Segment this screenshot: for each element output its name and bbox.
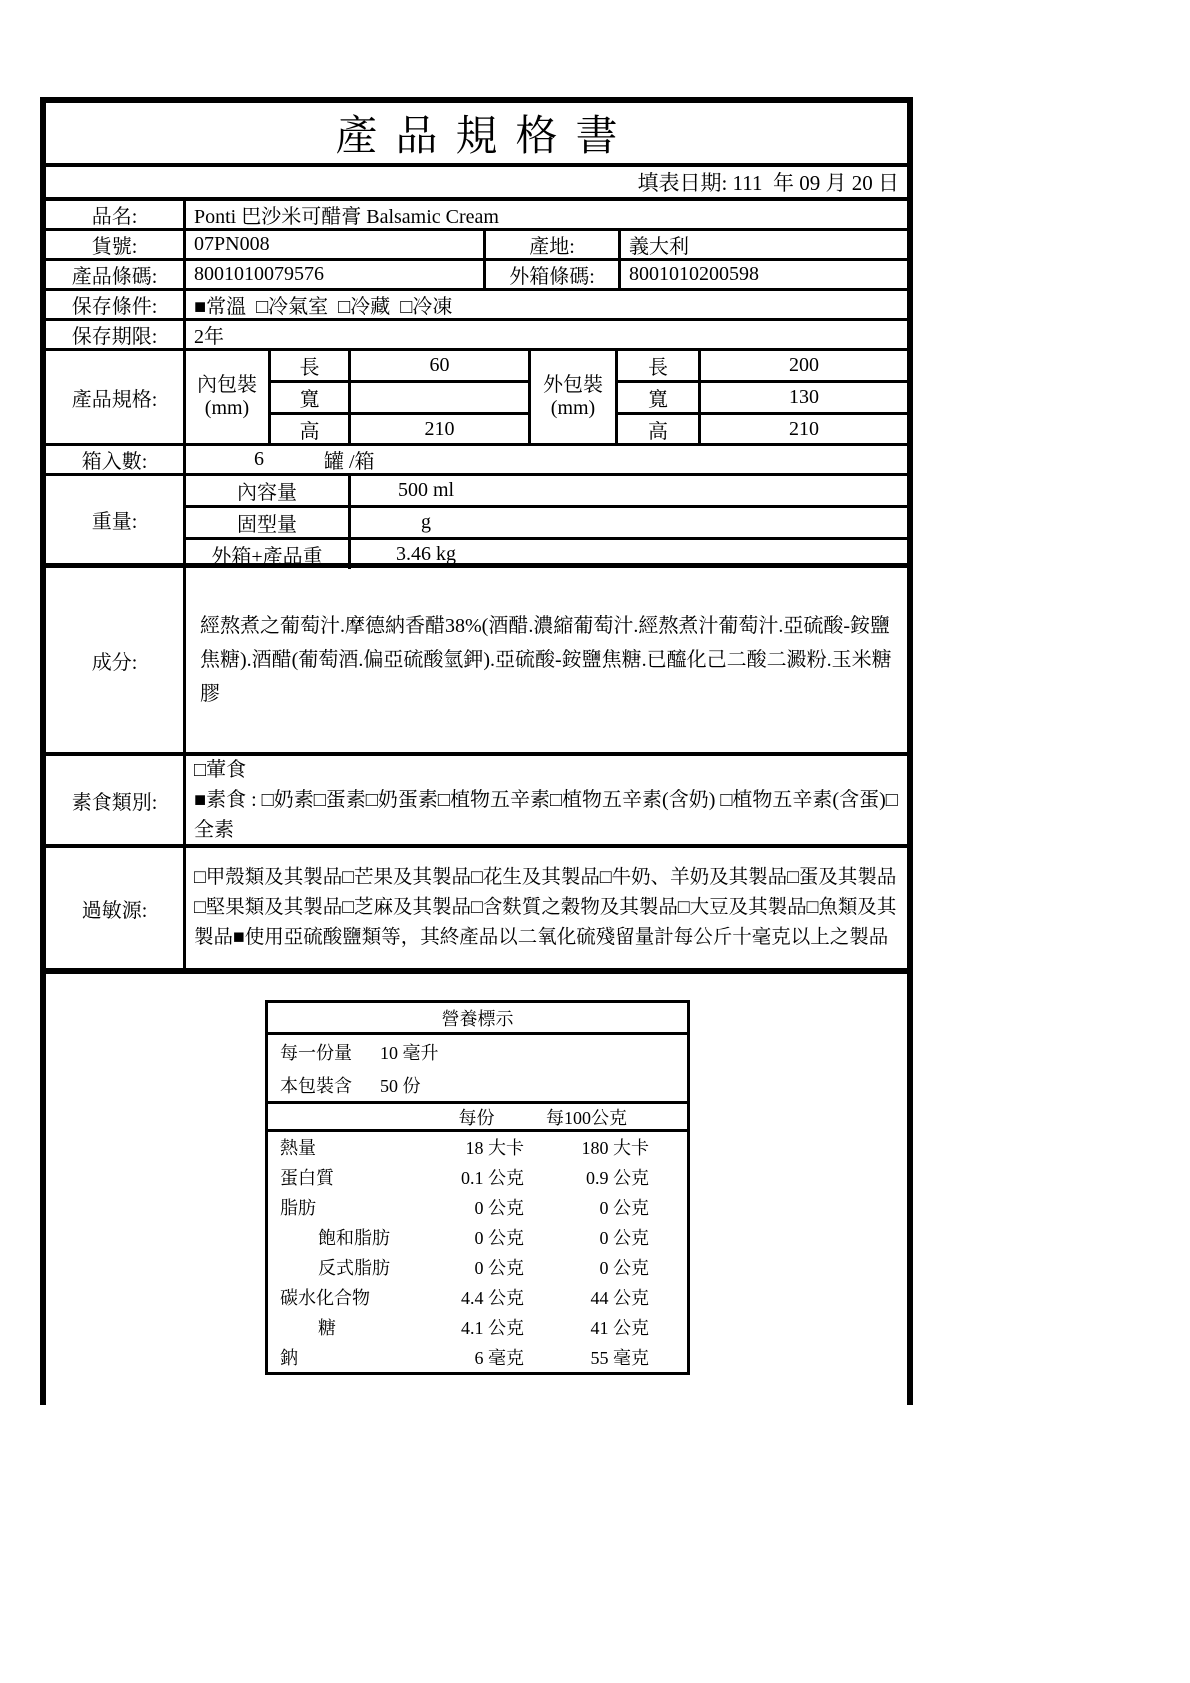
vegetarian-section [46,756,907,848]
ingredients-text: 經熬煮之葡萄汁.摩德納香醋38%(酒醋.濃縮葡萄汁.經熬煮汁葡萄汁.亞硫酸-銨鹽焦糖).酒醋(葡萄酒.偏亞硫酸氫鉀).亞硫酸-銨鹽焦糖.已醯化己二酸二澱粉.玉米糖膠 [200,615,892,705]
weight-rows [186,476,907,568]
outer-height-label: 高 [618,415,701,444]
outer-height-row [618,415,907,444]
inner-length-row [271,351,528,383]
servings-per-package-value: 50 份 [380,1075,421,1096]
vegetarian-line-meat: □葷食 [194,759,247,781]
gross-weight-value: 3.46 kg [396,543,456,565]
solid-content-value: g [421,511,431,533]
inner-width-label: 寬 [271,383,351,412]
nutrition-row-sodium: 鈉 6 毫克 55 毫克 [280,1348,649,1368]
sku-label: 貨號: [46,231,186,258]
nutrition-row-saturated-fat: 飽和脂肪 0 公克 0 公克 [318,1228,649,1248]
inner-height-value: 210 [424,418,455,440]
origin-value: 義大利 [629,236,689,258]
net-content-row [186,476,907,508]
allergen-checkbox-group: □甲殼類及其製品□芒果及其製品□花生及其製品□牛奶、羊奶及其製品□蛋及其製品□堅果類及其製品□芝麻及其製品□含麩質之穀物及其製品□大豆及其製品□魚類及其製品■使用亞硫酸鹽類等，其終產品以二氧化硫殘留量計每公斤十毫克以上之製品 [194,867,897,948]
nutrition-table [265,1000,690,1375]
nutrition-row-fat: 脂肪 0 公克 0 公克 [280,1198,649,1218]
nutrition-header-row [268,1101,687,1132]
product-spec-sheet [40,97,913,1405]
outer-height-value: 210 [789,418,819,440]
carton-count-value: 6 [254,448,264,470]
shelf-life-label: 保存期限: [46,321,186,348]
weight-section [46,476,907,568]
inner-length-label: 長 [271,351,351,380]
carton-count-unit: 罐 /箱 [324,451,375,473]
product-name-value: Ponti 巴沙米可醋膏 Balsamic Cream [194,206,499,228]
outer-width-label: 寬 [618,383,701,412]
product-name-row [46,201,907,231]
inner-height-row [271,415,528,444]
nutrition-row-trans-fat: 反式脂肪 0 公克 0 公克 [318,1258,649,1278]
carton-count-value-cell [186,446,907,473]
net-content-label: 內容量 [186,476,351,505]
gross-weight-label: 外箱+產品重 [186,540,351,569]
storage-checkbox-group: ■常溫 □冷氣室 □冷藏 □冷凍 [194,296,453,318]
nutrition-area [46,974,907,1405]
allergen-label: 過敏源: [46,848,186,968]
inner-package-dims [271,351,531,443]
inner-height-label: 高 [271,415,351,444]
outer-length-value: 200 [789,354,819,376]
nutrition-row-calories: 熱量 18 大卡 180 大卡 [280,1138,649,1158]
allergen-section [46,848,907,974]
serving-size-row [268,1035,687,1068]
carton-count-row [46,446,907,476]
servings-per-package-label: 本包裝含 [280,1075,352,1096]
outer-width-value: 130 [789,386,819,408]
dimensions-label: 產品規格: [46,351,186,443]
outer-length-row [618,351,907,383]
vegetarian-line-types: ■素食 : □奶素□蛋素□奶蛋素□植物五辛素□植物五辛素(含奶) □植物五辛素(含蛋)□全素 [194,789,898,841]
dimensions-section [46,351,907,446]
product-name-label: 品名: [46,201,186,228]
outer-package-dims [618,351,907,443]
nutrition-row-protein: 蛋白質 0.1 公克 0.9 公克 [280,1168,649,1188]
carton-barcode-value: 8001010200598 [629,263,759,285]
inner-package-label: 內包裝 (mm) [186,351,271,443]
inner-width-value [351,383,528,412]
serving-size-value: 10 毫升 [380,1042,439,1063]
gross-weight-value-cell [351,540,907,569]
per-serving-header: 每份 [458,1107,495,1128]
vegetarian-label: 素食類別: [46,756,186,844]
solid-content-value-cell [351,508,907,537]
inner-length-value: 60 [429,354,450,376]
per-100g-header: 每100公克 [546,1107,627,1128]
outer-width-row [618,383,907,415]
outer-package-label: 外包裝 (mm) [531,351,618,443]
nutrition-row-sugar: 糖 4.1 公克 41 公克 [318,1318,649,1338]
serving-size-label: 每一份量 [280,1042,352,1063]
fill-date: 填表日期: 111 年 09 月 20 日 [46,167,907,201]
origin-label: 產地: [486,231,621,258]
inner-width-row [271,383,528,415]
nutrition-row-carbohydrate: 碳水化合物 4.4 公克 44 公克 [280,1288,649,1308]
gross-weight-row [186,540,907,569]
vegetarian-checkbox-group [186,756,907,844]
solid-content-row [186,508,907,540]
sku-origin-row [46,231,907,261]
net-content-value: 500 ml [397,479,455,501]
outer-length-label: 長 [618,351,701,380]
page-title: 產品規格書 [46,103,907,167]
ingredients-section [46,568,907,756]
storage-row [46,291,907,321]
carton-barcode-label: 外箱條碼: [486,261,621,288]
servings-per-package-row [268,1068,687,1101]
barcode-label: 產品條碼: [46,261,186,288]
nutrition-title: 營養標示 [268,1003,687,1035]
shelf-life-value: 2年 [194,326,224,348]
shelf-life-row [46,321,907,351]
barcode-row [46,261,907,291]
sku-value: 07PN008 [186,231,486,258]
barcode-value: 8001010079576 [186,261,486,288]
ingredients-label: 成分: [46,568,186,752]
net-content-value-cell [351,476,907,505]
solid-content-label: 固型量 [186,508,351,537]
weight-label: 重量: [46,476,186,563]
carton-count-label: 箱入數: [46,446,186,473]
storage-label: 保存條件: [46,291,186,318]
